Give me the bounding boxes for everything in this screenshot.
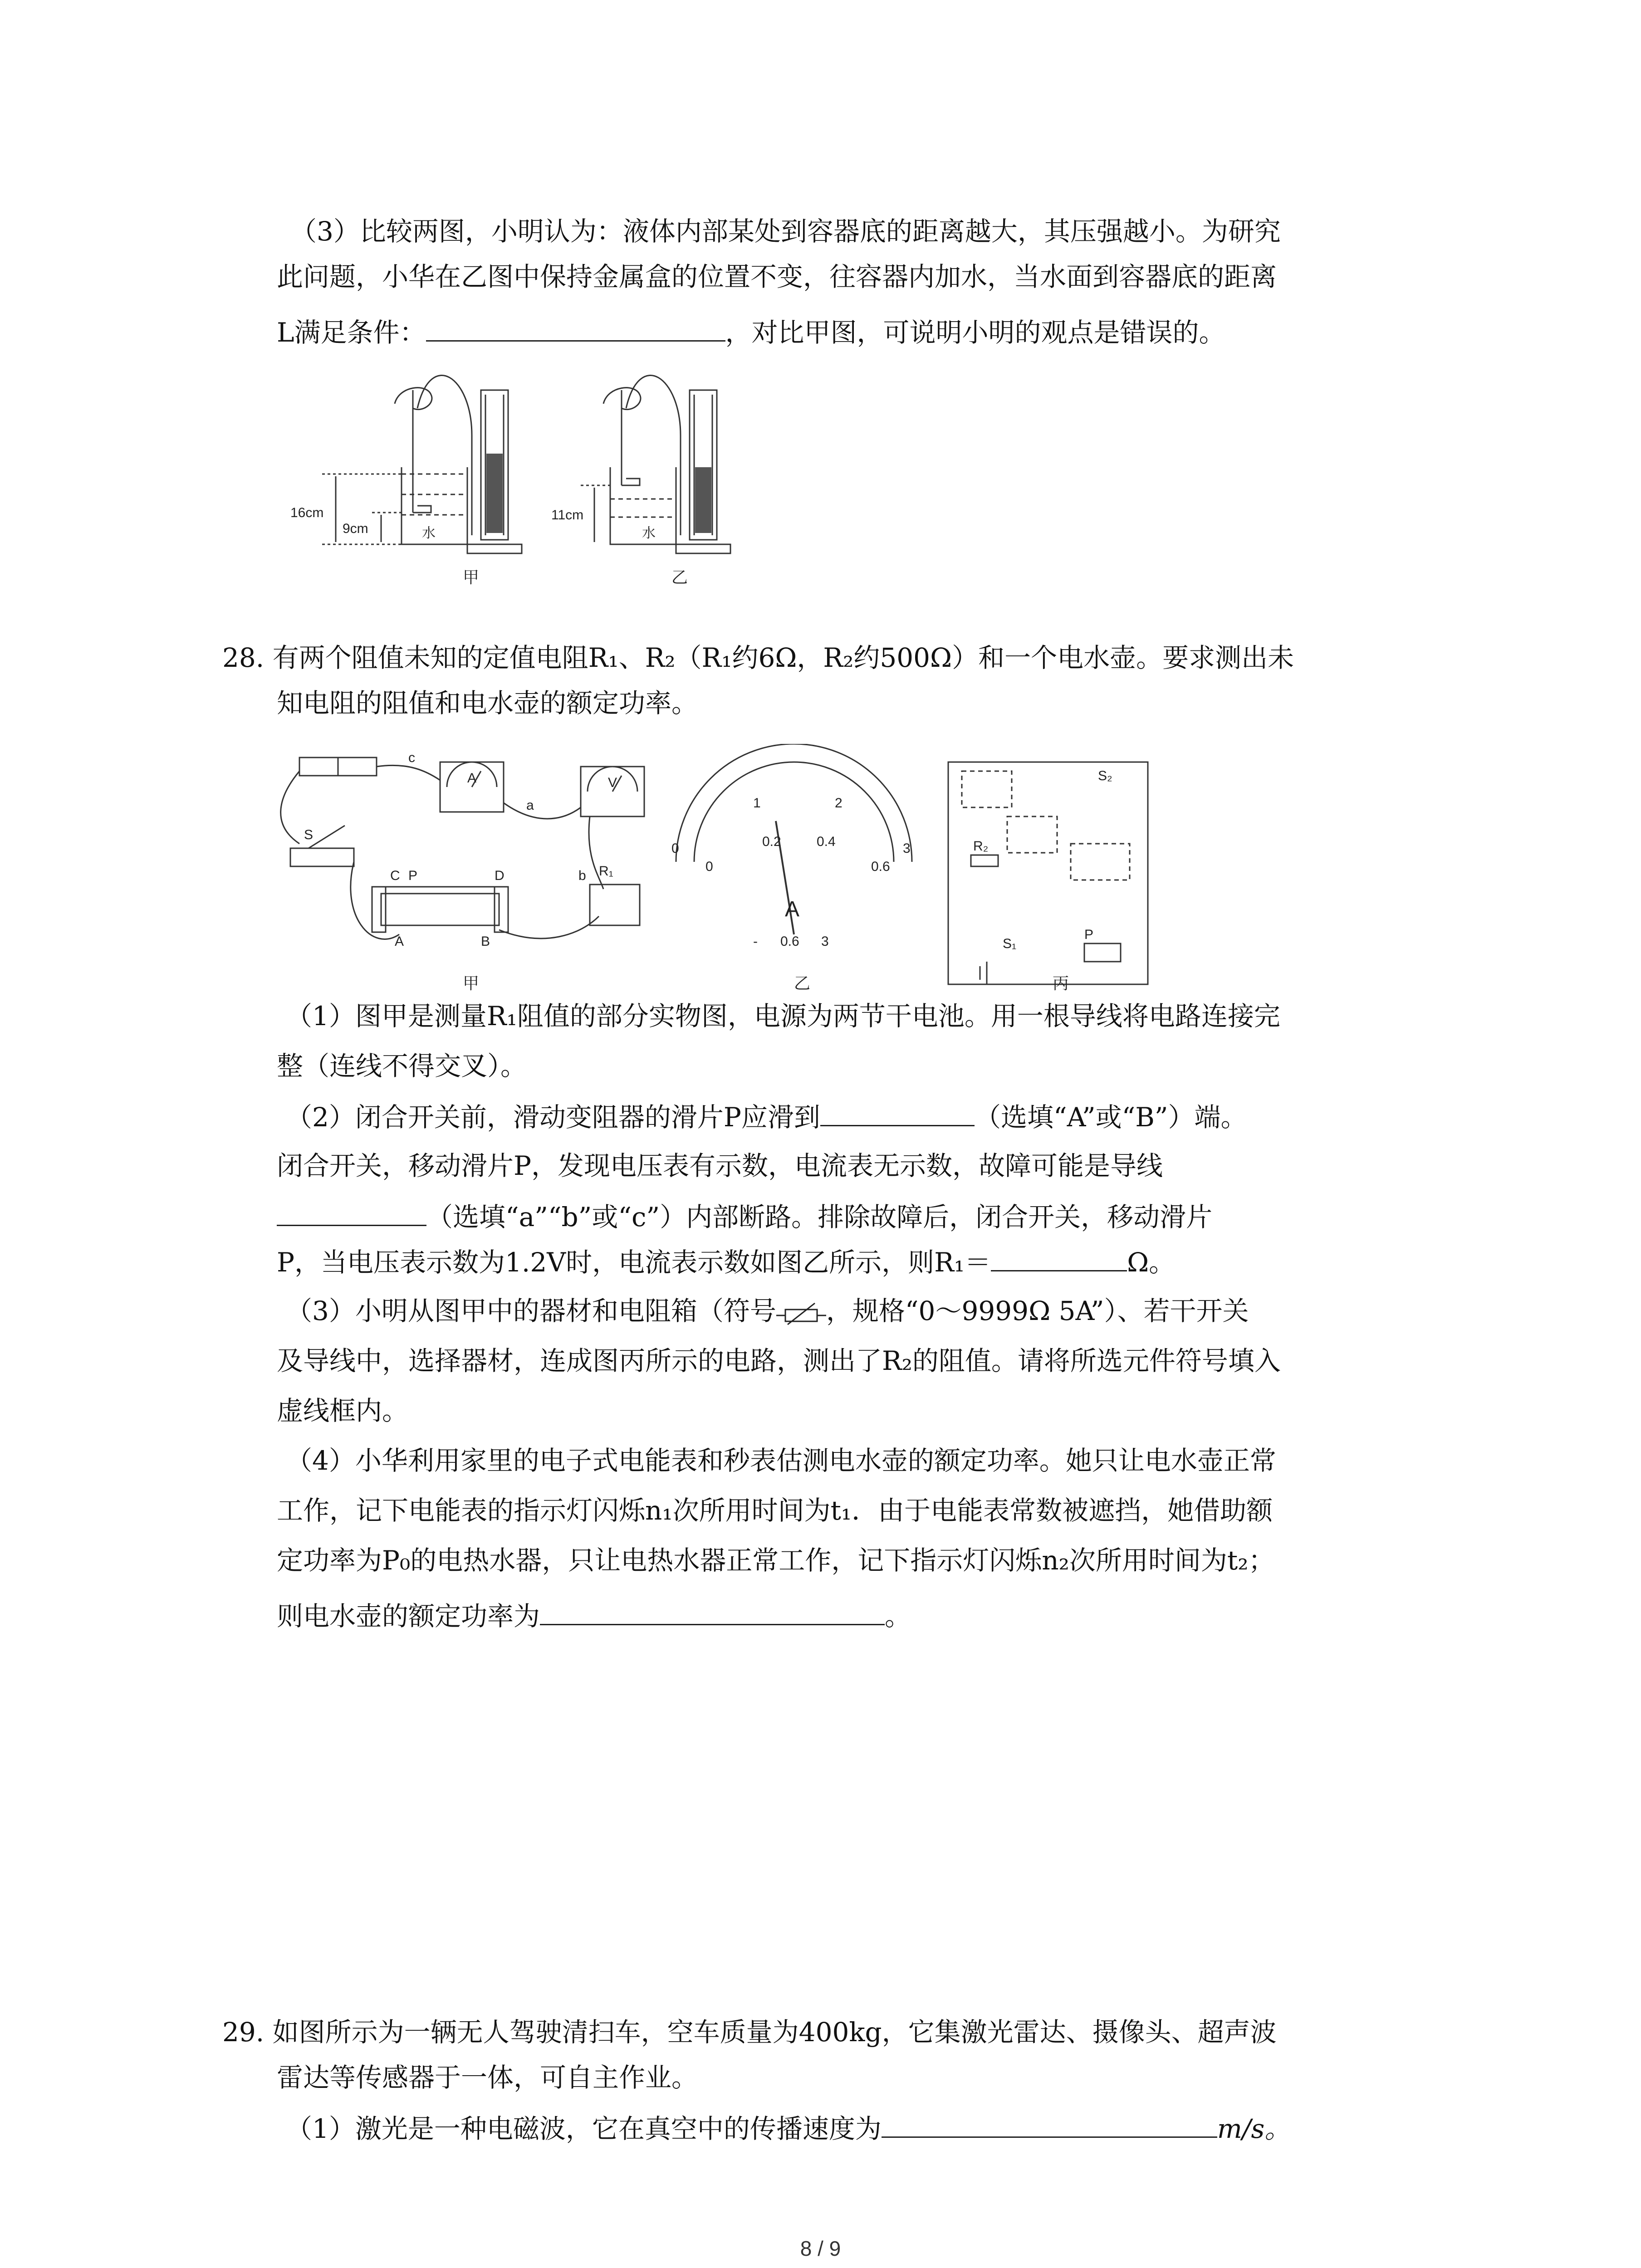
switch-S bbox=[290, 848, 354, 866]
q28-p2-line1 bbox=[286, 1098, 1247, 1135]
q28-p4-line4-end: 。 bbox=[885, 1601, 911, 1632]
q27-part3-line3-end: ，对比甲图，可说明小明的观点是错误的。 bbox=[725, 317, 1225, 348]
label-A: A bbox=[395, 934, 404, 949]
voltmeter-symbol: V bbox=[608, 775, 617, 790]
water-label-a: 水 bbox=[422, 526, 436, 541]
ammeter-symbol: A bbox=[467, 771, 477, 786]
beaker-b bbox=[581, 375, 730, 553]
tick-3: 3 bbox=[903, 841, 911, 856]
label-wire-c: c bbox=[408, 750, 415, 765]
answer-blank-speed[interactable] bbox=[882, 2109, 1217, 2138]
q28-p3-line1 bbox=[286, 1293, 1249, 1329]
q28-p4-line1: （4）小华利用家里的电子式电能表和秒表估测电水壶的额定功率。她只让电水壶正常 bbox=[286, 1445, 1276, 1476]
terminal-3: 3 bbox=[821, 934, 829, 949]
q29-intro-line2: 雷达等传感器于一体，可自主作业。 bbox=[277, 2062, 698, 2093]
label-9cm: 9cm bbox=[343, 521, 368, 536]
q28-p2-line4 bbox=[277, 1243, 1175, 1281]
tick-1: 1 bbox=[753, 796, 761, 811]
q27-part3-line3 bbox=[277, 313, 1225, 351]
caption-yi-28: 乙 bbox=[794, 974, 811, 992]
label-R1: R₁ bbox=[599, 864, 613, 879]
page-number: 8 / 9 bbox=[800, 2237, 841, 2260]
circuit-frame bbox=[948, 762, 1148, 984]
label-circuit-P: P bbox=[1084, 927, 1094, 942]
resistor-R1 bbox=[590, 885, 640, 925]
caption-jia: 甲 bbox=[463, 568, 480, 587]
label-C: C bbox=[390, 868, 400, 883]
q28-p4-line3: 定功率为P₀的电热水器，只让电热水器正常工作，记下指示灯闪烁n₂次所用时间为t₂； bbox=[277, 1545, 1275, 1576]
q28-p3-line2: 及导线中，选择器材，连成图丙所示的电路，测出了R₂的阻值。请将所选元件符号填入 bbox=[277, 1345, 1281, 1376]
water-label-b: 水 bbox=[642, 526, 656, 541]
resistor-R2 bbox=[971, 855, 998, 866]
label-S2: S₂ bbox=[1098, 768, 1112, 783]
answer-blank-L[interactable] bbox=[426, 313, 725, 342]
caption-yi: 乙 bbox=[671, 568, 688, 587]
tick-0.6: 0.6 bbox=[871, 859, 890, 874]
label-wire-b: b bbox=[578, 868, 586, 883]
label-S: S bbox=[304, 827, 314, 842]
dashed-box-3 bbox=[1071, 844, 1130, 880]
q28-intro-line1: 28. 有两个阻值未知的定值电阻R₁、R₂（R₁约6Ω，R₂约500Ω）和一个电水壶。要求测出未 bbox=[222, 642, 1294, 673]
q28-p2-line3 bbox=[277, 1198, 1212, 1235]
q28-p1-line1: （1）图甲是测量R₁阻值的部分实物图，电源为两节干电池。用一根导线将电路连接完 bbox=[286, 1001, 1280, 1031]
tick-2: 2 bbox=[835, 796, 843, 811]
q28-figure bbox=[272, 744, 1180, 998]
q28-p2-line2: 闭合开关，移动滑片P，发现电压表有示数，电流表无示数，故障可能是导线 bbox=[277, 1150, 1163, 1181]
meter-unit: A bbox=[785, 897, 800, 921]
q28-p4-line4 bbox=[277, 1597, 911, 1634]
q28-p4-line2: 工作，记下电能表的指示灯闪烁n₁次所用时间为t₁．由于电能表常数被遮挡，她借助额 bbox=[277, 1495, 1273, 1526]
q28-p2-line4-start: P，当电压表示数为1.2V时，电流表示数如图乙所示，则R₁＝ bbox=[277, 1247, 991, 1278]
q27-part3-line1: （3）比较两图，小明认为：液体内部某处到容器底的距离越大，其压强越小。为研究 bbox=[290, 216, 1281, 247]
label-S1: S₁ bbox=[1003, 936, 1017, 951]
terminal-minus: - bbox=[753, 934, 758, 949]
dashed-box-1 bbox=[962, 771, 1012, 807]
label-wire-a: a bbox=[526, 798, 534, 813]
q27-part3-line2: 此问题，小华在乙图中保持金属盒的位置不变，往容器内加水，当水面到容器底的距离 bbox=[277, 261, 1277, 292]
circuit-rheostat bbox=[1084, 943, 1121, 962]
tick-0-bottom: 0 bbox=[705, 859, 713, 874]
rheostat bbox=[381, 894, 499, 925]
q28-p2-line1-end: （选填“A”或“B”）端。 bbox=[974, 1102, 1247, 1133]
answer-blank-wire[interactable] bbox=[277, 1198, 426, 1226]
label-P: P bbox=[408, 868, 418, 883]
terminal-0.6: 0.6 bbox=[780, 934, 799, 949]
q29-p1-start: （1）激光是一种电磁波，它在真空中的传播速度为 bbox=[286, 2113, 882, 2144]
q28-p3-line3: 虚线框内。 bbox=[277, 1395, 409, 1426]
q29-p1 bbox=[286, 2109, 1291, 2147]
q28-p3-line1-end: ，规格“0～9999Ω 5A”）、若干开关 bbox=[826, 1295, 1249, 1326]
label-B: B bbox=[481, 934, 490, 949]
tick-0-top: 0 bbox=[671, 841, 679, 856]
resistance-box-symbol-icon bbox=[776, 1300, 826, 1327]
q29-intro-line1: 29. 如图所示为一辆无人驾驶清扫车，空车质量为400kg，它集激光雷达、摄像头、超声波 bbox=[222, 2017, 1277, 2048]
q29-p1-unit: m/s。 bbox=[1217, 2113, 1291, 2144]
answer-blank-end[interactable] bbox=[820, 1098, 975, 1126]
tick-0.4: 0.4 bbox=[817, 834, 836, 849]
label-R2: R₂ bbox=[973, 839, 989, 854]
dashed-box-2 bbox=[1007, 816, 1057, 853]
q28-p2-line1-start: （2）闭合开关前，滑动变阻器的滑片P应滑到 bbox=[286, 1102, 820, 1133]
tick-0.2: 0.2 bbox=[762, 834, 781, 849]
q28-p1-line2: 整（连线不得交叉）。 bbox=[277, 1051, 527, 1081]
label-D: D bbox=[495, 868, 505, 883]
q27-figure bbox=[281, 363, 803, 590]
caption-jia-28: 甲 bbox=[463, 974, 480, 992]
label-11cm: 11cm bbox=[551, 508, 584, 523]
answer-blank-R1[interactable] bbox=[991, 1243, 1127, 1271]
q28-p2-line3-text: （选填“a”“b”或“c”）内部断路。排除故障后，闭合开关，移动滑片 bbox=[426, 1202, 1213, 1232]
answer-blank-power[interactable] bbox=[540, 1597, 885, 1625]
q28-intro-line2: 知电阻的阻值和电水壶的额定功率。 bbox=[277, 688, 698, 719]
label-16cm: 16cm bbox=[290, 505, 324, 520]
q28-p4-line4-start: 则电水壶的额定功率为 bbox=[277, 1601, 540, 1632]
q27-part3-line3-start: L满足条件： bbox=[277, 317, 426, 348]
q28-p2-line4-end: Ω。 bbox=[1127, 1247, 1176, 1278]
q28-p3-line1-start: （3）小明从图甲中的器材和电阻箱（符号 bbox=[286, 1295, 776, 1326]
caption-bing-28: 丙 bbox=[1053, 974, 1069, 992]
